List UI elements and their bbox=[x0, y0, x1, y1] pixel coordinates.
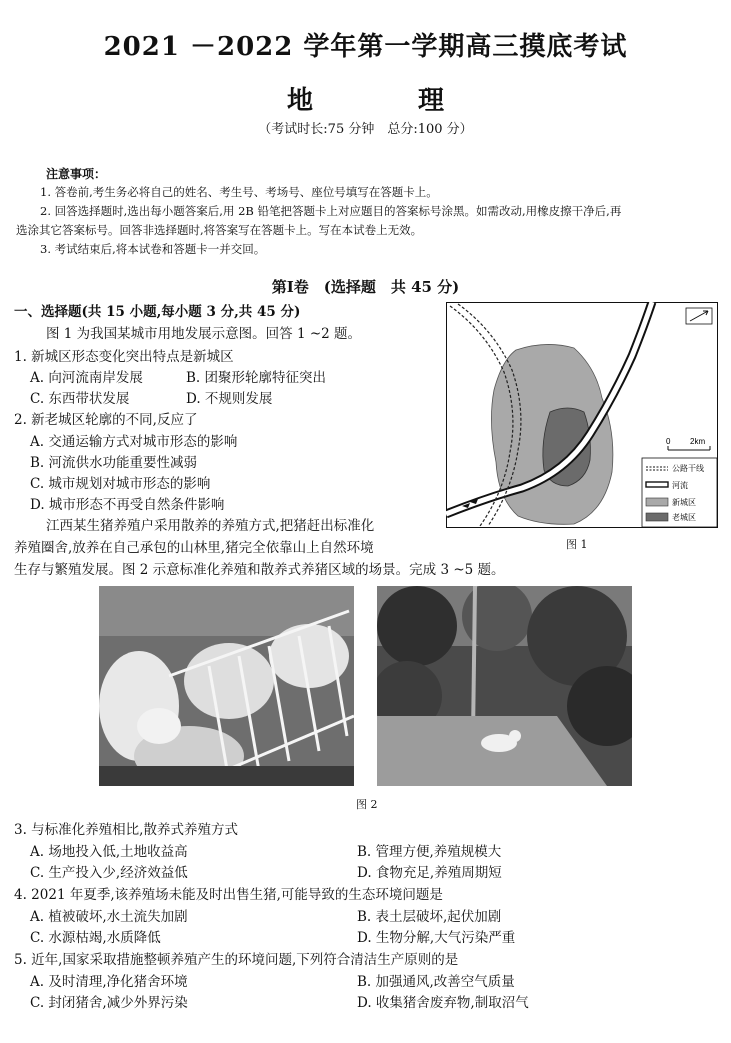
intro-fig2-line2: 养殖圈舍,放养在自己承包的山林里,猪完全依靠山上自然环境 bbox=[14, 540, 374, 556]
q2-option-c: C. 城市规划对城市形态的影响 bbox=[30, 476, 211, 492]
legend-river: 河流 bbox=[672, 481, 688, 490]
scale-label: 2km bbox=[690, 437, 706, 446]
q4-option-b: B. 表土层破坏,起伏加剧 bbox=[357, 909, 502, 925]
notice-item-1: 1. 答卷前,考生务必将自己的姓名、考生号、考场号、座位号填写在答题卡上。 bbox=[40, 185, 438, 199]
intro-fig1: 图 1 为我国某城市用地发展示意图。回答 1 ~2 题。 bbox=[46, 326, 362, 342]
q1-option-d: D. 不规则发展 bbox=[186, 391, 273, 407]
q2-option-a: A. 交通运输方式对城市形态的影响 bbox=[30, 434, 238, 450]
figure2-caption: 图 2 bbox=[356, 798, 378, 811]
q2-option-b: B. 河流供水功能重要性减弱 bbox=[30, 455, 198, 471]
q5-option-b: B. 加强通风,改善空气质量 bbox=[357, 974, 515, 990]
question-3: 3. 与标准化养殖相比,散养式养殖方式 bbox=[14, 822, 238, 838]
figure1-map bbox=[446, 302, 718, 528]
q5-option-d: D. 收集猪舍废弃物,制取沼气 bbox=[357, 995, 529, 1011]
q2-option-d: D. 城市形态不再受自然条件影响 bbox=[30, 497, 225, 513]
notice-title: 注意事项： bbox=[46, 167, 107, 181]
q5-option-c: C. 封闭猪舍,减少外界污染 bbox=[30, 995, 188, 1011]
q3-option-b: B. 管理方便,养殖规模大 bbox=[357, 844, 502, 860]
q1-option-a: A. 向河流南岸发展 bbox=[30, 370, 143, 386]
subject-title: 地 理 bbox=[286, 86, 493, 116]
part-title: 一、选择题(共 15 小题,每小题 3 分,共 45 分) bbox=[14, 304, 301, 320]
figure2-photo-pen bbox=[99, 586, 354, 786]
question-1: 1. 新城区形态变化突出特点是新城区 bbox=[14, 349, 234, 365]
notice-item-2b: 选涂其它答案标号。回答非选择题时,将答案写在答题卡上。写在本试卷上无效。 bbox=[16, 223, 423, 237]
q3-option-c: C. 生产投入少,经济效益低 bbox=[30, 865, 188, 881]
intro-fig2-line1: 江西某生猪养殖户采用散养的养殖方式,把猪赶出标准化 bbox=[46, 518, 375, 534]
q1-option-b: B. 团聚形轮廓特征突出 bbox=[186, 370, 327, 386]
question-4: 4. 2021 年夏季,该养殖场未能及时出售生猪,可能导致的生态环境问题是 bbox=[14, 887, 443, 903]
paper-title: 2021 －2022 学年第一学期高三摸底考试 bbox=[103, 32, 628, 62]
q3-option-a: A. 场地投入低,土地收益高 bbox=[30, 844, 188, 860]
q1-option-c: C. 东西带状发展 bbox=[30, 391, 130, 407]
q4-option-c: C. 水源枯竭,水质降低 bbox=[30, 930, 161, 946]
q3-option-d: D. 食物充足,养殖周期短 bbox=[357, 865, 502, 881]
section-heading: 第Ⅰ卷 (选择题 共 45 分) bbox=[271, 278, 460, 296]
intro-fig2-line3: 生存与繁殖发展。图 2 示意标准化养殖和散养式养猪区域的场景。完成 3 ~5 题。 bbox=[14, 562, 505, 578]
exam-info: （考试时长:75 分钟 总分:100 分） bbox=[258, 122, 473, 137]
q4-option-d: D. 生物分解,大气污染严重 bbox=[357, 930, 516, 946]
legend-old-city: 老城区 bbox=[672, 513, 696, 522]
notice-item-2a: 2. 回答选择题时,选出每小题答案后,用 2B 铅笔把答题卡上对应题目的答案标号涂黑。如需改动,用橡皮擦干净后,再 bbox=[40, 204, 622, 218]
figure2-photo-forest bbox=[377, 586, 632, 786]
notice-item-3: 3. 考试结束后,将本试卷和答题卡一并交回。 bbox=[40, 242, 266, 256]
q4-option-a: A. 植被破坏,水土流失加剧 bbox=[30, 909, 188, 925]
figure1-caption: 图 1 bbox=[566, 538, 588, 551]
scale-zero: 0 bbox=[666, 437, 671, 446]
legend-highway: 公路干线 bbox=[672, 464, 704, 473]
question-2: 2. 新老城区轮廓的不同,反应了 bbox=[14, 412, 198, 428]
legend-new-city: 新城区 bbox=[672, 498, 696, 507]
question-5: 5. 近年,国家采取措施整顿养殖产生的环境问题,下列符合清洁生产原则的是 bbox=[14, 952, 459, 968]
q5-option-a: A. 及时清理,净化猪舍环境 bbox=[30, 974, 188, 990]
